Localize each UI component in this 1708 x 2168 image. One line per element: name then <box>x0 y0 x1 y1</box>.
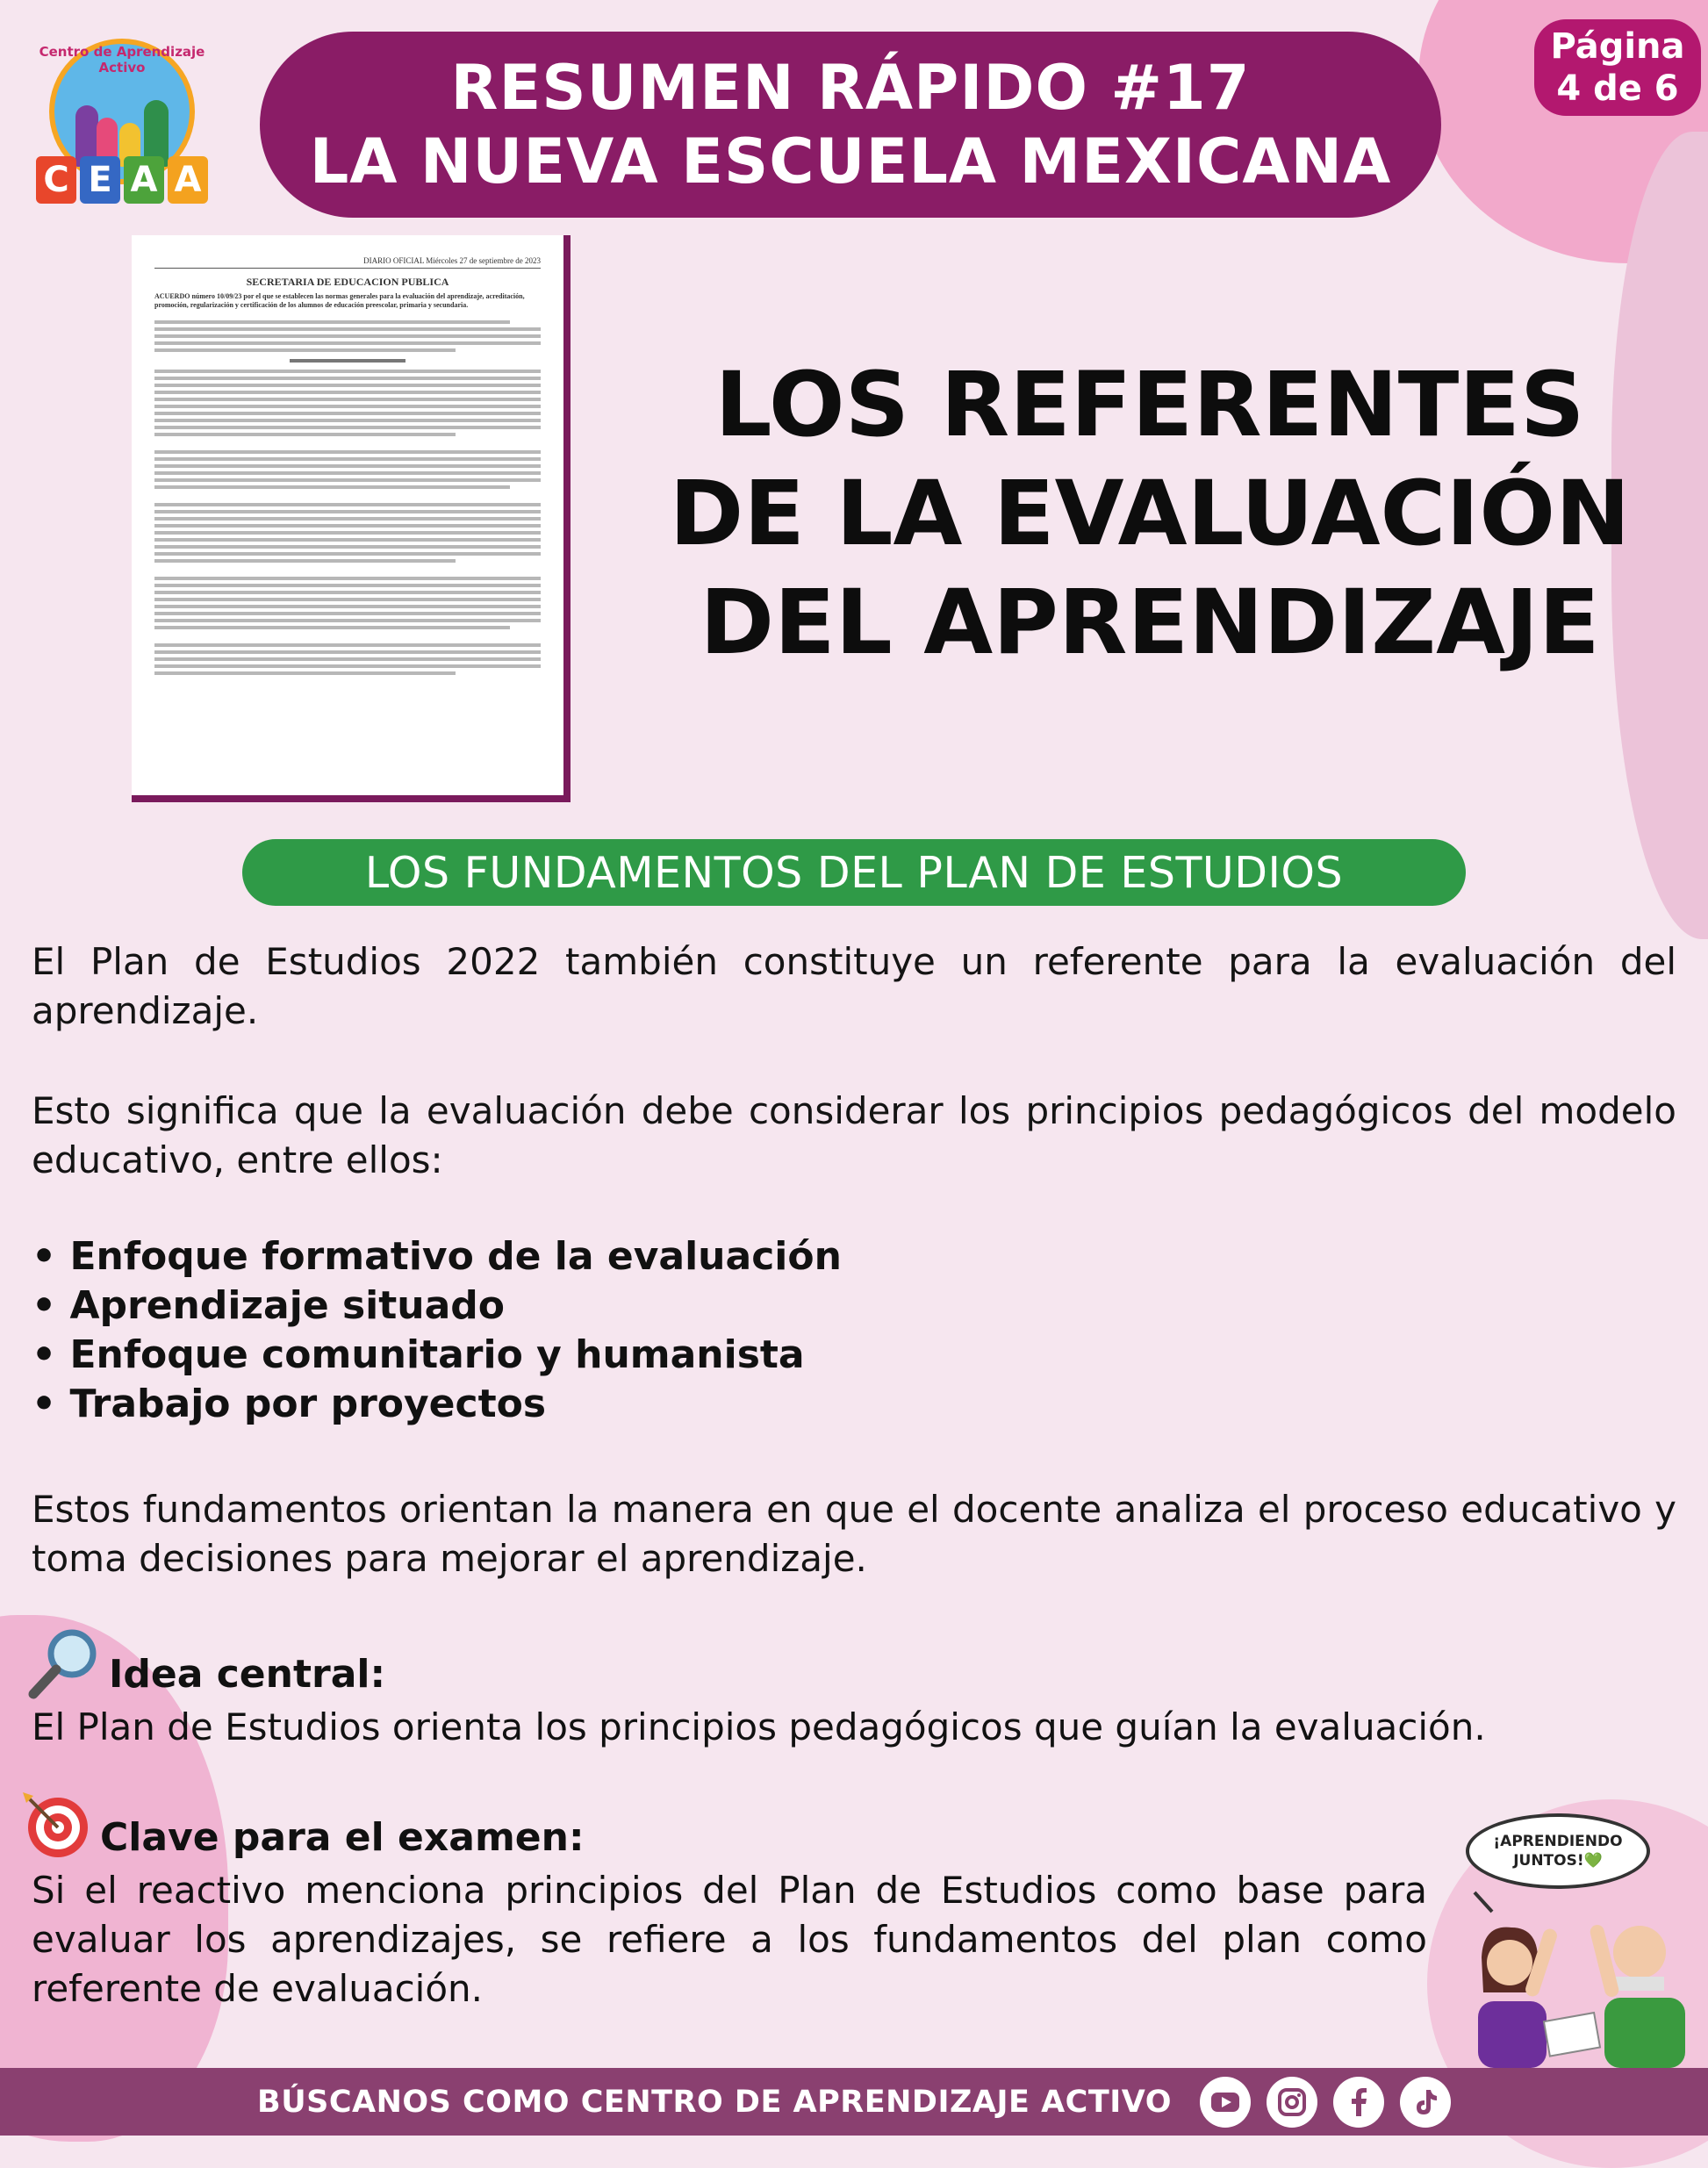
clave-text: Si el reactivo menciona principios del Plan de Estudios como base para evaluar los aprendizajes, se refiere a los fundamentos del plan como referente de evaluación. <box>32 1869 1427 2010</box>
page-indicator-badge <box>1534 19 1701 116</box>
body-paragraph: El Plan de Estudios 2022 también constituye un referente para la evaluación del aprendizaje. <box>32 940 1676 1032</box>
body-paragraph: Estos fundamentos orientan la manera en que el docente analiza el proceso educativo y toma decisiones para mejorar el aprendizaje. <box>32 1488 1676 1580</box>
list-item: • Trabajo por proyectos <box>32 1382 547 1426</box>
logo-arc-text: Centro de Aprendizaje Activo <box>39 44 205 75</box>
document-paper <box>132 235 563 795</box>
instagram-icon[interactable] <box>1267 2077 1317 2128</box>
clave-heading: Clave para el examen: <box>100 1815 585 1860</box>
speech-bubble: ¡APRENDIENDO JUNTOS!💚 <box>1466 1813 1650 1889</box>
logo-letter: E <box>80 156 120 204</box>
magnifier-icon <box>26 1626 100 1699</box>
main-title-line2: DE LA EVALUACIÓN <box>669 462 1631 566</box>
header-title-line2: LA NUEVA ESCUELA MEXICANA <box>309 126 1392 197</box>
list-item: • Aprendizaje situado <box>32 1283 506 1328</box>
mascot-illustration <box>1448 1813 1708 2068</box>
section-heading-text: LOS FUNDAMENTOS DEL PLAN DE ESTUDIOS <box>364 847 1344 898</box>
document-header: DIARIO OFICIAL Miércoles 27 de septiembre de 2023 <box>154 256 541 269</box>
document-acuerdo: ACUERDO número 10/09/23 por el que se establecen las normas generales para la evaluación del aprendizaje, acreditación, promoción, regularización y certificación de los alumnos de educación preescolar, primaria y secundaria. <box>154 292 525 309</box>
document-secretaria: SECRETARIA DE EDUCACION PUBLICA <box>246 276 449 288</box>
target-icon <box>21 1791 91 1861</box>
body-paragraph: Esto significa que la evaluación debe considerar los principios pedagógicos del modelo educativo, entre ellos: <box>32 1089 1676 1181</box>
official-document-thumbnail <box>132 235 571 802</box>
main-title-line3: DEL APRENDIZAJE <box>700 571 1600 675</box>
logo-letters <box>33 156 211 207</box>
footer-text: BÚSCANOS COMO CENTRO DE APRENDIZAJE ACTIVO <box>257 2084 1172 2120</box>
page-indicator-label: Página <box>1550 26 1685 67</box>
list-item: • Enfoque formativo de la evaluación <box>32 1234 842 1279</box>
main-title-line1: LOS REFERENTES <box>714 353 1585 457</box>
tiktok-icon[interactable] <box>1400 2077 1451 2128</box>
list-item: • Enfoque comunitario y humanista <box>32 1332 805 1377</box>
section-heading-pill <box>242 839 1466 906</box>
ceaa-logo <box>30 39 214 214</box>
facebook-icon[interactable] <box>1333 2077 1384 2128</box>
idea-text: El Plan de Estudios orienta los principios pedagógicos que guían la evaluación. <box>32 1705 1486 1748</box>
page-indicator-count: 4 de 6 <box>1556 68 1679 109</box>
principles-list <box>32 1232 1260 1429</box>
logo-letter: A <box>168 156 208 204</box>
logo-letter: C <box>36 156 76 204</box>
main-title <box>614 351 1685 678</box>
idea-heading: Idea central: <box>109 1652 386 1697</box>
youtube-icon[interactable] <box>1200 2077 1251 2128</box>
logo-people-illustration <box>75 88 172 167</box>
teachers-illustration <box>1448 1889 1708 2068</box>
footer-bar <box>0 2068 1708 2136</box>
header-title-line1: RESUMEN RÁPIDO #17 <box>450 52 1251 124</box>
header-banner <box>260 32 1441 218</box>
logo-letter: A <box>124 156 164 204</box>
